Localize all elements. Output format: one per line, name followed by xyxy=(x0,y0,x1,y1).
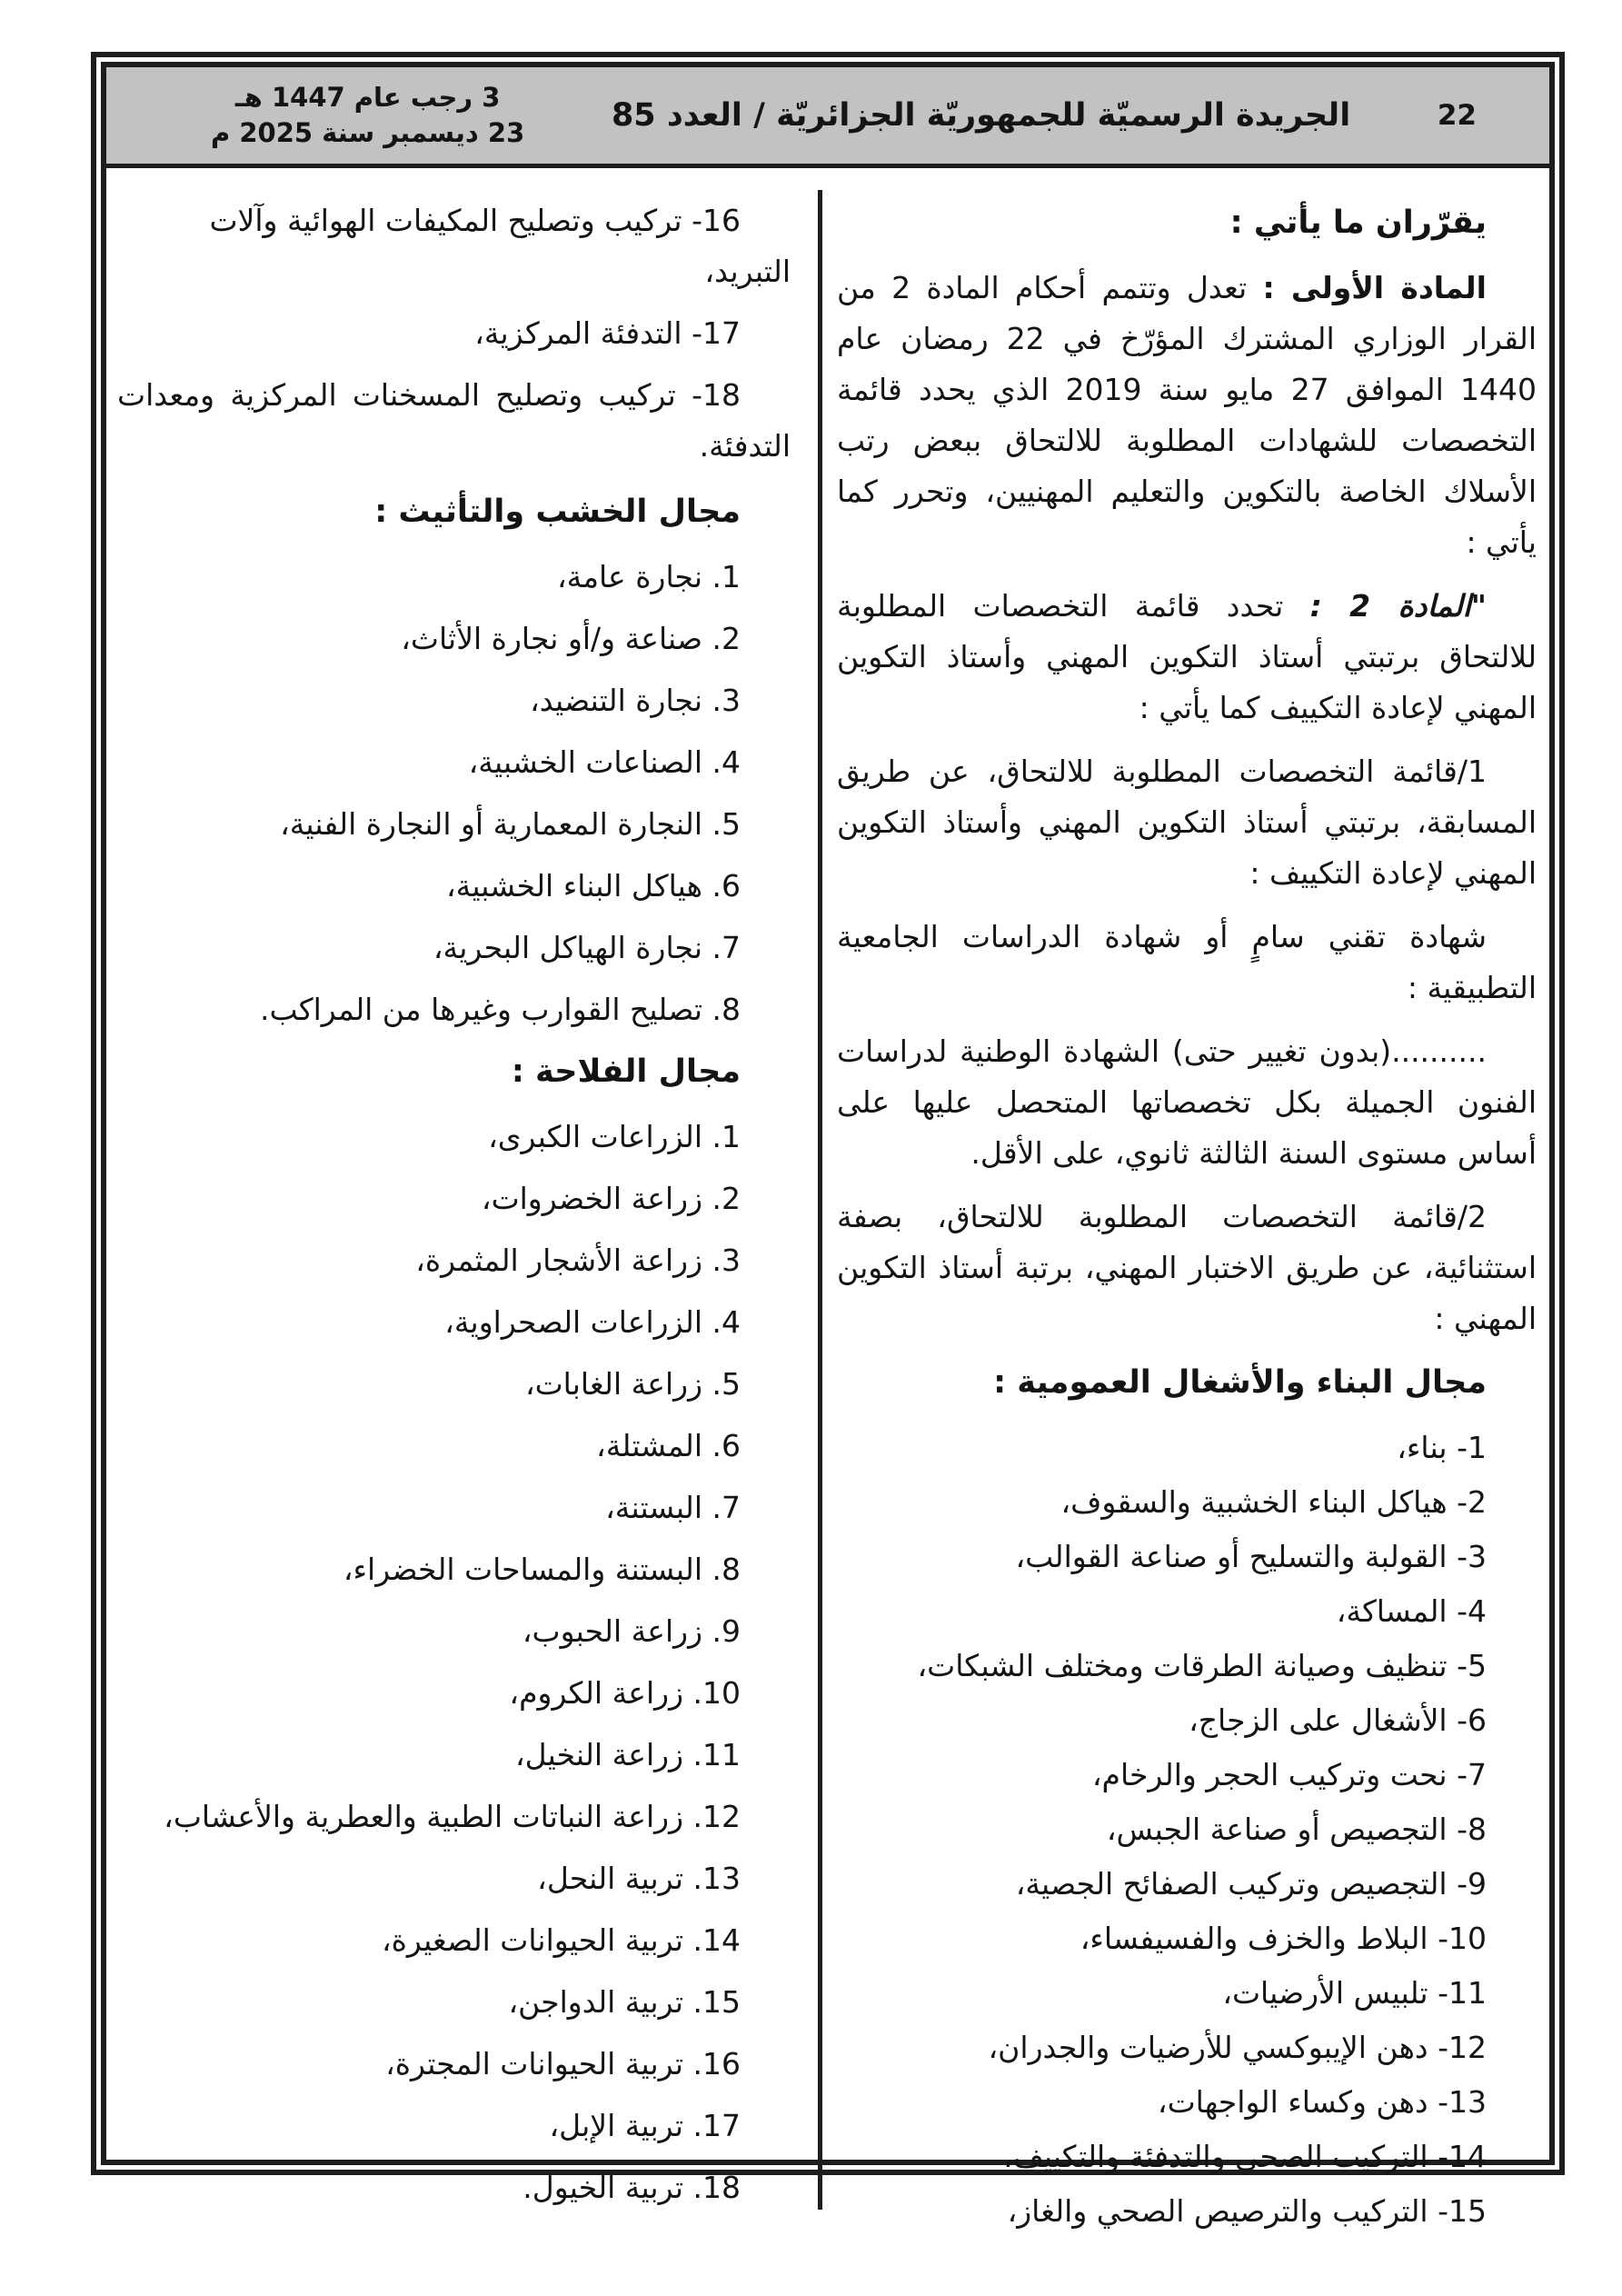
list2-intro-paragraph: 2/قائمة التخصصات المطلوبة للالتحاق، بصفة استثنائية، عن طريق الاختبار المهني، برتبة أستاذ التكوين المهني : xyxy=(837,1199,1537,1336)
list-item: 5- تنظيف وصيانة الطرقات ومختلف الشبكات، xyxy=(917,1648,1487,1683)
wood-section-heading: مجال الخشب والتأثيث : xyxy=(374,494,741,530)
article-2-text: تحدد قائمة التخصصات المطلوبة للالتحاق برتبتي أستاذ التكوين المهني وأستاذ التكوين المهني لإعادة التكييف كما يأتي : xyxy=(837,588,1537,725)
list-item: 8. تصليح القوارب وغيرها من المراكب. xyxy=(260,992,741,1027)
list-item: 3. زراعة الأشجار المثمرة، xyxy=(415,1243,741,1278)
list-item: 10. زراعة الكروم، xyxy=(509,1675,741,1711)
list-item: 2. صناعة و/أو نجارة الأثاث، xyxy=(401,621,741,656)
list-item: 3- القولبة والتسليح أو صناعة القوالب، xyxy=(1015,1539,1487,1574)
issue-date-block xyxy=(211,80,524,151)
list-item: 8. البستنة والمساحات الخضراء، xyxy=(343,1552,741,1587)
building-item-18: 18- تركيب وتصليح المسخنات المركزية ومعدات التدفئة. xyxy=(117,377,791,464)
list-item: 6- الأشغال على الزجاج، xyxy=(1189,1702,1487,1738)
diploma-line-paragraph: شهادة تقني سامٍ أو شهادة الدراسات الجامعية التطبيقية : xyxy=(837,919,1537,1005)
article-1-paragraph xyxy=(837,263,1537,568)
list-item: 11- تلبيس الأرضيات، xyxy=(1222,1975,1487,2011)
wood-specialties-list xyxy=(117,552,791,1035)
gazette-header xyxy=(106,67,1549,168)
agriculture-section-heading: مجال الفلاحة : xyxy=(511,1053,741,1090)
list-item: 3. نجارة التنضيد، xyxy=(530,683,741,718)
list-item: 2. زراعة الخضروات، xyxy=(481,1181,741,1216)
list-item: 9. زراعة الحبوب، xyxy=(522,1613,741,1649)
list-item: 17. تربية الإبل، xyxy=(549,2108,741,2143)
list-item: 17- التدفئة المركزية، xyxy=(474,315,741,351)
list-item: 14. تربية الحيوانات الصغيرة، xyxy=(381,1922,741,1958)
journal-title: الجريدة الرسميّة للجمهوريّة الجزائريّة / العدد 85 xyxy=(611,97,1351,134)
list-item: 5. زراعة الغابات، xyxy=(524,1366,741,1402)
issue-date-hijri: 3 رجب عام 1447 هـ xyxy=(234,81,501,113)
list-item: 7. نجارة الهياكل البحرية، xyxy=(433,930,741,965)
list-item: 2- هياكل البناء الخشبية والسقوف، xyxy=(1060,1484,1487,1520)
building-specialties-list-continued xyxy=(117,195,791,359)
article-2-paragraph xyxy=(837,581,1537,734)
list-item: 7- نحت وتركيب الحجر والرخام، xyxy=(1091,1757,1487,1792)
list-item: 6. المشتلة، xyxy=(596,1428,741,1463)
list-item: 16. تربية الحيوانات المجترة، xyxy=(385,2046,741,2081)
page-number: 22 xyxy=(1437,99,1477,132)
article-1-text: تعدل وتتمم أحكام المادة 2 من القرار الوزاري المشترك المؤرّخ في 22 رمضان عام 1440 الموافق 27 مايو سنة 2019 الذي يحدد قائمة التخصصات للشهادات المطلوبة للالتحاق ببعض رتب الأسلاك الخاصة بالتكوين والتعليم المهنيين، وتحرر كما يأتي : xyxy=(837,270,1537,560)
list1-intro-paragraph: 1/قائمة التخصصات المطلوبة للالتحاق، عن طريق المسابقة، برتبتي أستاذ التكوين المهني وأستاذ التكوين المهني لإعادة التكييف : xyxy=(837,754,1537,891)
article-1-label: المادة الأولى : xyxy=(1262,270,1487,305)
list-item: 6. هياكل البناء الخشبية، xyxy=(445,868,741,903)
page-frame xyxy=(91,52,1565,2229)
list-item: 4. الصناعات الخشبية، xyxy=(468,744,741,780)
list-item: 12. زراعة النباتات الطبية والعطرية والأعشاب، xyxy=(164,1799,741,1834)
building-specialties-list xyxy=(837,1423,1537,2237)
column-right xyxy=(822,168,1549,2241)
list-item: 12- دهن الإيبوكسي للأرضيات والجدران، xyxy=(988,2030,1487,2065)
list-item: 15. تربية الدواجن، xyxy=(508,1984,741,2020)
list-item: 13- دهن وكساء الواجهات، xyxy=(1157,2084,1487,2120)
list-item: 4- المساكة، xyxy=(1336,1593,1487,1629)
list-item: 9- التجصيص وتركيب الصفائح الجصية، xyxy=(1015,1866,1487,1902)
column-divider xyxy=(818,190,822,2210)
page-body xyxy=(106,168,1549,2241)
list-item: 7. البستنة، xyxy=(605,1490,741,1525)
list-item: 15- التركيب والترصيص الصحي والغاز، xyxy=(1007,2193,1487,2229)
agriculture-specialties-list xyxy=(117,1112,791,2213)
list-item: 1. نجارة عامة، xyxy=(556,559,741,594)
unchanged-line-paragraph: ..........(بدون تغيير حتى) الشهادة الوطنية لدراسات الفنون الجميلة بكل تخصصاتها المتحصل عليها على أساس مستوى السنة الثالثة ثانوي، على الأقل. xyxy=(837,1033,1537,1171)
article-2-label: "المادة 2 : xyxy=(1309,588,1487,624)
list-item: 1- بناء، xyxy=(1397,1430,1487,1465)
building-section-heading: مجال البناء والأشغال العمومية : xyxy=(993,1364,1487,1401)
list-item: 16- تركيب وتصليح المكيفات الهوائية وآلات التبريد، xyxy=(209,203,791,289)
issue-date-gregorian: 23 ديسمبر سنة 2025 م xyxy=(211,117,525,148)
decision-intro-heading: يقرّران ما يأتي : xyxy=(1229,205,1487,241)
column-left xyxy=(106,168,818,2241)
list-item: 4. الزراعات الصحراوية، xyxy=(444,1304,741,1340)
list-item: 5. النجارة المعمارية أو النجارة الفنية، xyxy=(280,806,741,842)
list-item: 14- التركيب الصحي والتدفئة والتكييف، xyxy=(1003,2139,1487,2174)
list-item: 18. تربية الخيول. xyxy=(522,2170,741,2205)
list-item: 8- التجصيص أو صناعة الجبس، xyxy=(1106,1812,1487,1847)
list-item: 11. زراعة النخيل، xyxy=(515,1737,741,1772)
list-item: 13. تربية النحل، xyxy=(537,1861,741,1896)
list-item: 1. الزراعات الكبرى، xyxy=(488,1119,741,1154)
list-item: 10- البلاط والخزف والفسيفساء، xyxy=(1080,1921,1487,1956)
